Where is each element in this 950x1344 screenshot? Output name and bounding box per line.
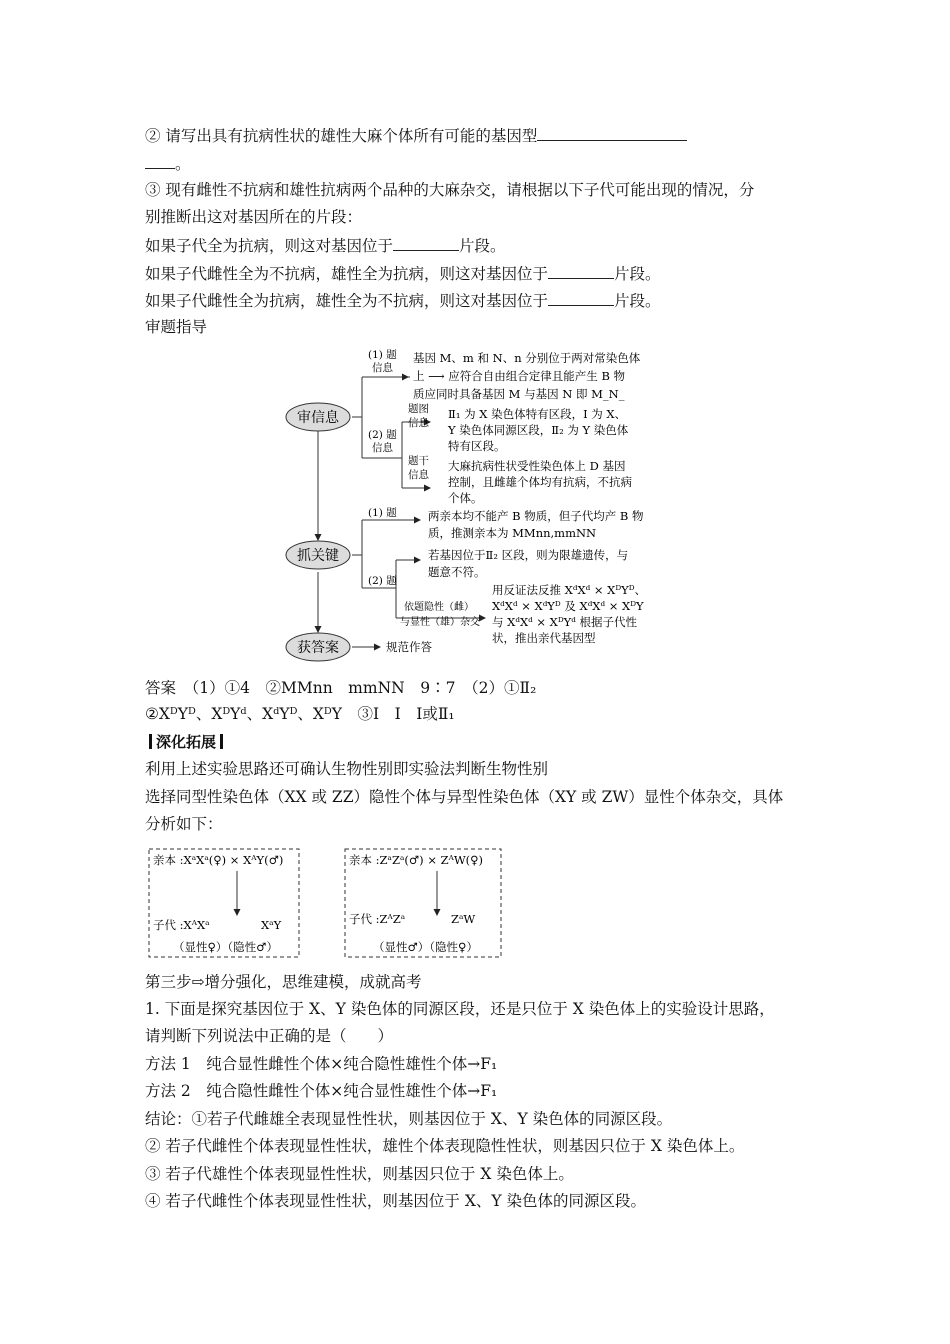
diagram-text: 质，推测亲本为 MMnn,mmNN: [428, 526, 597, 540]
case-2: [145, 262, 661, 284]
answer-line-2: ②XᴰYᴰ、XᴰYᵈ、XᵈYᴰ、XᴰY ③Ⅰ Ⅰ Ⅰ或Ⅱ₁: [145, 705, 455, 723]
diagram-text: 个体。: [448, 491, 483, 505]
box1-child-right: XᵃY: [261, 918, 282, 932]
box2-child-left: 子代 :ZᴬZᵃ: [349, 912, 406, 926]
branch-label: 信息: [372, 362, 393, 374]
step3-title: 第三步⇨增分强化，思维建模，成就高考: [145, 973, 422, 991]
box1-phenotype: （显性♀）（隐性♂）: [173, 940, 278, 954]
answer-blank: [548, 289, 614, 306]
diagram-text: XᵈXᵈ × XᵈYᴰ 及 XᵈXᵈ × XᴰY: [492, 599, 644, 613]
question-2-line: [145, 124, 687, 146]
box2-phenotype: （显性♂）（隐性♀）: [373, 940, 478, 954]
conclusion-1: 结论：①若子代雌雄全表现显性性状，则基因位于 X、Y 染色体的同源区段。: [145, 1110, 673, 1128]
answer-line-1: 答案 （1）①4 ②MMnn mmNN 9∶7 （2）①Ⅱ₂: [145, 679, 537, 697]
cross-diagrams: [145, 845, 510, 960]
box1-child-left: 子代 :XᴬXᵃ: [153, 918, 210, 932]
case-2-end: 片段。: [614, 265, 661, 283]
node-get-answer: 获答案: [297, 640, 339, 656]
answer-blank: [537, 124, 687, 141]
q1-line-1: 1. 下面是探究基因位于 X、Y 染色体的同源区段，还是只位于 X 染色体上的实验设计思路，: [145, 1000, 775, 1018]
review-guide-diagram: [280, 340, 680, 662]
case-1: [145, 234, 506, 256]
diagram-text: 规范作答: [386, 640, 432, 654]
branch-label: (1) 题: [368, 349, 397, 361]
diagram-text: Y 染色体同源区段，Ⅱ₂ 为 Y 染色体: [448, 423, 629, 437]
node-review-info: 审信息: [297, 410, 339, 426]
question-3-line-1: ③ 现有雌性不抗病和雄性抗病两个品种的大麻杂交，请根据以下子代可能出现的情况，分: [145, 181, 755, 199]
branch-label: 与显性（雄）杂交: [400, 617, 480, 628]
diagram-text: 与 XᵈXᵈ × XᴰYᵈ 根据子代性: [492, 615, 638, 629]
answer-blank: [393, 234, 459, 251]
diagram-text: 上 ⟶ 应符合自由组合定律且能产生 B 物: [413, 369, 626, 383]
case-2-text: 如果子代雌性全为不抗病，雄性全为抗病，则这对基因位于: [145, 265, 549, 283]
diagram-text: 特有区段。: [448, 439, 506, 453]
box2-child-right: ZᵃW: [451, 912, 476, 926]
section-title: [145, 732, 227, 752]
extension-line-2: 选择同型性染色体（XX 或 ZZ）隐性个体与异型性染色体（XY 或 ZW）显性个体杂交，具体: [145, 788, 784, 806]
conclusion-3: ③ 若子代雄性个体表现显性性状，则基因只位于 X 染色体上。: [145, 1165, 574, 1183]
section-bar-right: [220, 734, 223, 749]
method-1: 方法 1 纯合显性雌性个体×纯合隐性雄性个体→F₁: [145, 1055, 498, 1073]
q1-line-2: 请判断下列说法中正确的是（ ）: [145, 1027, 394, 1045]
conclusion-4: ④ 若子代雌性个体表现显性性状，则基因位于 X、Y 染色体的同源区段。: [145, 1192, 647, 1210]
answer-blank: [548, 262, 614, 279]
branch-label: 题干: [408, 455, 429, 467]
diagram-text: 题意不符。: [428, 565, 486, 579]
diagram-text: 两亲本均不能产 B 物质，但子代均产 B 物: [428, 509, 644, 523]
branch-label: 信息: [408, 417, 429, 429]
case-1-text: 如果子代全为抗病，则这对基因位于: [145, 237, 394, 255]
branch-label: (2) 题: [368, 575, 397, 587]
question-2-line-2: [145, 152, 191, 174]
branch-label: (1) 题: [368, 507, 397, 519]
diagram-text: Ⅱ₁ 为 X 染色体特有区段，Ⅰ 为 X、: [448, 407, 627, 421]
case-3: [145, 289, 661, 311]
case-3-text: 如果子代雌性全为抗病，雄性全为不抗病，则这对基因位于: [145, 292, 549, 310]
question-2-text: ② 请写出具有抗病性状的雄性大麻个体所有可能的基因型: [145, 127, 538, 145]
branch-label: 信息: [372, 442, 393, 454]
branch-label: (2) 题: [368, 429, 397, 441]
conclusion-2: ② 若子代雌性个体表现显性性状，雄性个体表现隐性性状，则基因只位于 X 染色体上。: [145, 1137, 745, 1155]
diagram-text: 基因 M、m 和 N、n 分别位于两对常染色体: [413, 351, 641, 365]
case-3-end: 片段。: [614, 292, 661, 310]
box2-parent: 亲本 :ZᵃZᵃ(♂) × ZᴬW(♀): [349, 853, 484, 867]
diagram-text: 状，推出亲代基因型: [492, 631, 596, 645]
node-key-points: 抓关键: [297, 548, 339, 564]
diagram-text: 控制，且雌雄个体均有抗病，不抗病: [448, 475, 632, 489]
question-3-line-2: 别推断出这对基因所在的片段：: [145, 208, 363, 226]
answer-blank: [145, 152, 175, 169]
box1-parent: 亲本 :XᵃXᵃ(♀) × XᴬY(♂): [153, 853, 284, 867]
section-bar-left: [149, 734, 152, 749]
branch-label: 依题隐性（雌）: [404, 602, 474, 613]
extension-line-3: 分析如下：: [145, 815, 223, 833]
diagram-text: 用反证法反推 XᵈXᵈ × XᴰYᴰ、: [492, 583, 647, 597]
extension-line-1: 利用上述实验思路还可确认生物性别即实验法判断生物性别: [145, 760, 549, 778]
guide-title: 审题指导: [145, 318, 208, 336]
method-2: 方法 2 纯合隐性雌性个体×纯合显性雄性个体→F₁: [145, 1082, 498, 1100]
branch-label: 信息: [408, 469, 429, 481]
diagram-text: 质应同时具备基因 M 与基因 N 即 M_N_: [413, 387, 625, 401]
section-title-text: 深化拓展: [156, 733, 217, 751]
diagram-text: 大麻抗病性状受性染色体上 D 基因: [448, 459, 626, 473]
case-1-end: 片段。: [459, 237, 506, 255]
diagram-text: 若基因位于Ⅱ₂ 区段，则为限雄遗传，与: [428, 548, 629, 562]
branch-label: 题图: [408, 403, 429, 415]
question-2-end: 。: [175, 155, 191, 173]
